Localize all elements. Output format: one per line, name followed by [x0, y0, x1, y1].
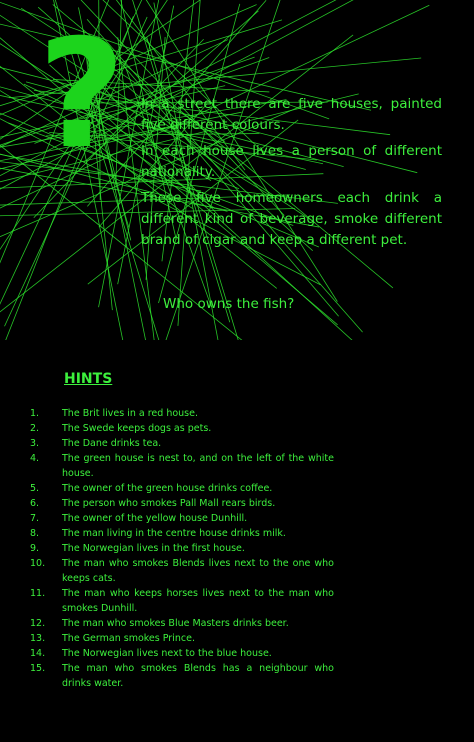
hint-item — [24, 526, 334, 541]
hint-text: The owner of the green house drinks coffee. — [62, 483, 273, 494]
hint-number: 9. — [30, 543, 40, 554]
hint-text: The man who keeps horses lives next to the man who smokes Dunhill. — [62, 588, 334, 614]
hint-item — [24, 406, 334, 421]
hint-item — [24, 451, 334, 481]
hint-item — [24, 511, 334, 526]
hint-text: The Norwegian lives in the first house. — [62, 543, 245, 554]
hint-number: 15. — [30, 663, 46, 674]
intro-text — [141, 94, 442, 256]
hint-text: The green house is nest to, and on the left of the white house. — [62, 453, 334, 479]
hints-heading: HINTS — [64, 371, 113, 387]
hint-item — [24, 421, 334, 436]
hint-number: 11. — [30, 588, 46, 599]
hint-number: 8. — [30, 528, 40, 539]
hint-number: 3. — [30, 438, 40, 449]
question-mark-icon: ? — [38, 8, 126, 182]
hint-text: The man living in the centre house drinks milk. — [62, 528, 286, 539]
hint-number: 5. — [30, 483, 40, 494]
hint-text: The Swede keeps dogs as pets. — [62, 423, 212, 434]
hint-item — [24, 481, 334, 496]
hints-list — [24, 406, 334, 691]
hint-item — [24, 556, 334, 586]
hint-text: The Norwegian lives next to the blue house. — [62, 648, 272, 659]
hint-text: The Dane drinks tea. — [62, 438, 162, 449]
hint-number: 6. — [30, 498, 40, 509]
hint-item — [24, 631, 334, 646]
hint-text: The German smokes Prince. — [62, 633, 195, 644]
hint-item — [24, 436, 334, 451]
hint-number: 4. — [30, 453, 40, 464]
hint-number: 13. — [30, 633, 46, 644]
hint-text: The man who smokes Blue Masters drinks beer. — [62, 618, 289, 629]
intro-paragraph: In each house lives a person of different nationality. — [141, 143, 442, 180]
hint-text: The person who smokes Pall Mall rears birds. — [62, 498, 276, 509]
hint-text: The man who smokes Blends has a neighbour who drinks water. — [62, 663, 334, 689]
hint-number: 2. — [30, 423, 40, 434]
hint-item — [24, 616, 334, 631]
hint-number: 1. — [30, 408, 40, 419]
hint-number: 14. — [30, 648, 46, 659]
hint-number: 12. — [30, 618, 46, 629]
hint-item — [24, 541, 334, 556]
hint-item — [24, 646, 334, 661]
hint-number: 7. — [30, 513, 40, 524]
hint-text: The man who smokes Blends lives next to the one who keeps cats. — [62, 558, 334, 584]
hint-text: The owner of the yellow house Dunhill. — [62, 513, 248, 524]
intro-paragraph: These five homeowners each drink a different kind of beverage, smoke different brand of cigar and keep a different pet. — [141, 190, 442, 248]
hint-text: The Brit lives in a red house. — [62, 408, 198, 419]
intro-paragraph: In a street there are five houses, painted five different colours. — [141, 96, 442, 133]
hint-number: 10. — [30, 558, 46, 569]
hint-item — [24, 496, 334, 511]
hint-item — [24, 661, 334, 691]
hint-item — [24, 586, 334, 616]
question-text: Who owns the fish? — [163, 296, 295, 312]
